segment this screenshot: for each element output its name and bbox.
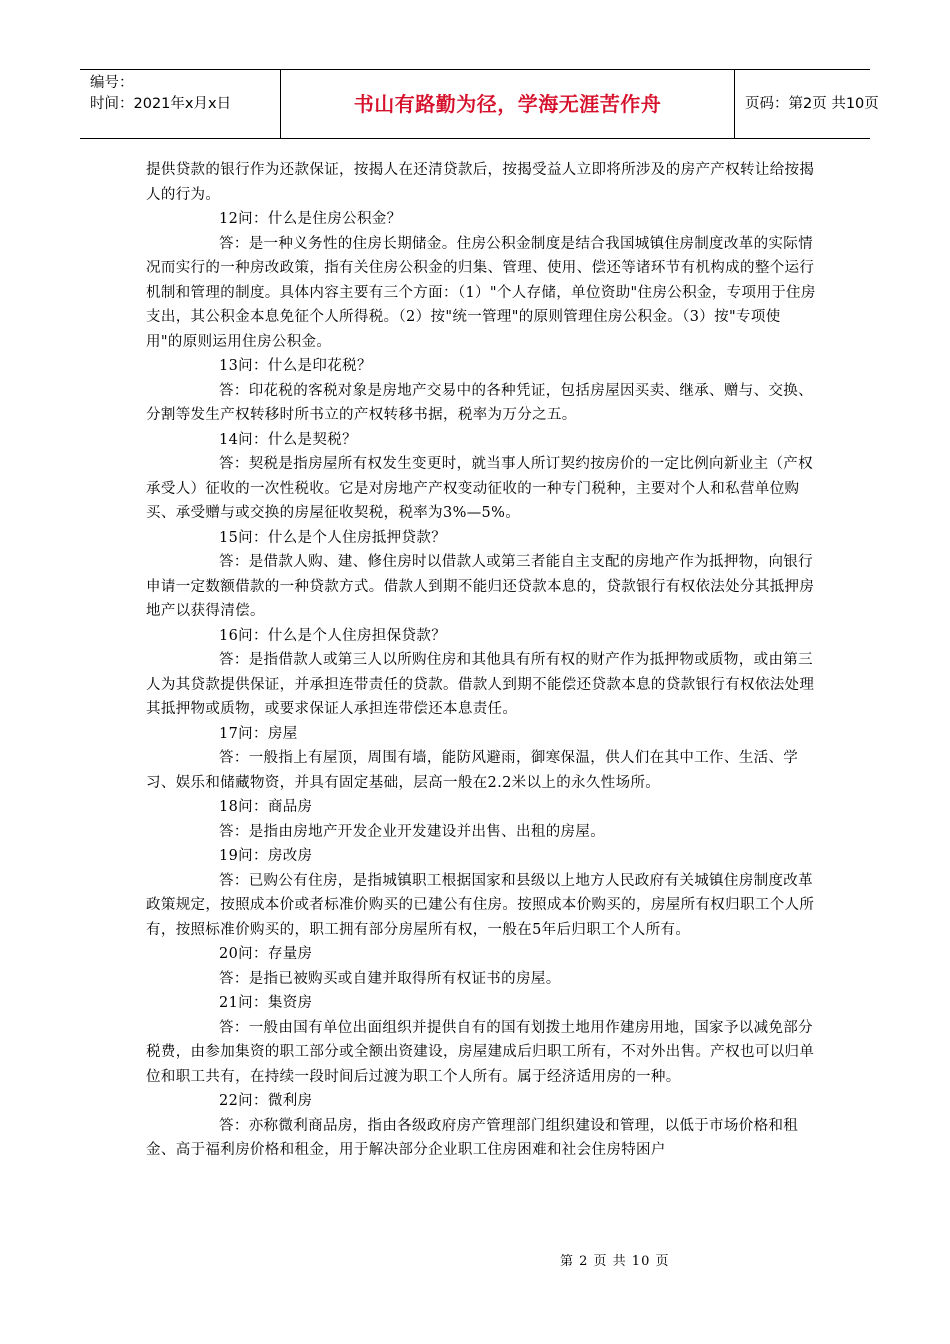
answer-paragraph: 答：是借款人购、建、修住房时以借款人或第三者能自主支配的房地产作为抵押物，向银行申请一定数额借款的一种贷款方式。借款人到期不能归还贷款本息的，贷款银行有权依法处分其抵押房地产以获得清偿。: [146, 554, 815, 619]
question-heading: 22问：微利房: [219, 1093, 313, 1109]
answer-paragraph: 答：是指由房地产开发企业开发建设并出售、出租的房屋。: [219, 823, 606, 840]
answer-paragraph: 答：亦称微利商品房，指由各级政府房产管理部门组织建设和管理，以低于市场价格和租金、高于福利房价格和租金，用于解决部分企业职工住房困难和社会住房特困户: [146, 1117, 799, 1158]
answer-paragraph: 答：一般指上有屋顶，周围有墙，能防风避雨，御寒保温，供人们在其中工作、生活、学习、娱乐和储藏物资，并具有固定基础，层高一般在2.2米以上的永久性场所。: [146, 750, 799, 791]
question-heading: 20问：存量房: [219, 946, 313, 962]
answer-paragraph: 答：是指已被购买或自建并取得所有权证书的房屋。: [219, 970, 561, 987]
header-motto-cell: [281, 70, 735, 138]
document-number-label: 编号：: [90, 75, 134, 91]
document-body: [146, 158, 816, 1163]
question-heading: 14问：什么是契税？: [219, 431, 357, 448]
header-motto: 书山有路勤为径，学海无涯苦作舟: [353, 92, 662, 116]
answer-paragraph: 提供贷款的银行作为还款保证，按揭人在还清贷款后，按揭受益人立即将所涉及的房产产权转让给按揭人的行为。: [146, 162, 815, 203]
header-meta: [80, 70, 281, 138]
question-heading: 21问：集资房: [219, 995, 313, 1011]
question-heading: 13问：什么是印花税？: [219, 358, 372, 374]
question-heading: 12问：什么是住房公积金？: [219, 211, 402, 227]
question-heading: 18问：商品房: [219, 799, 313, 815]
document-time-label: 时间：2021年x月x日: [90, 96, 232, 112]
answer-paragraph: 答：已购公有住房，是指城镇职工根据国家和县级以上地方人民政府有关城镇住房制度改革政策规定，按照成本价或者标准价购买的已建公有住房。按照成本价购买的，房屋所有权归职工个人所有，按照标准价购买的，职工拥有部分房屋所有权，一般在5年后归职工个人所有。: [146, 872, 815, 938]
answer-paragraph: 答：是指借款人或第三人以所购住房和其他具有所有权的财产作为抵押物或质物，或由第三人为其贷款提供保证，并承担连带责任的贷款。借款人到期不能偿还贷款本息的贷款银行有权依法处理其抵押物或质物，或要求保证人承担连带偿还本息责任。: [146, 652, 815, 717]
page-footer: 第 2 页 共 10 页: [560, 1254, 670, 1269]
answer-paragraph: 答：契税是指房屋所有权发生变更时，就当事人所订契约按房价的一定比例向新业主（产权承受人）征收的一次性税收。它是对房地产产权变动征收的一种专门税种，主要对个人和私营单位购买、承受赠与或交换的房屋征收契税，税率为3%—5%。: [146, 456, 813, 521]
header-page-info: 页码：第2页 共10页: [745, 96, 879, 112]
answer-paragraph: 答：印花税的客税对象是房地产交易中的各种凭证，包括房屋因买卖、继承、赠与、交换、分割等发生产权转移时所书立的产权转移书据，税率为万分之五。: [146, 382, 813, 423]
header-page-cell: [735, 70, 879, 138]
page-header: [80, 69, 879, 139]
answer-paragraph: 答：一般由国有单位出面组织并提供自有的国有划拨土地用作建房用地，国家予以减免部分税费，由参加集资的职工部分或全额出资建设，房屋建成后归职工所有，不对外出售。产权也可以归单位和职工共有，在持续一段时间后过渡为职工个人所有。属于经济适用房的一种。: [146, 1019, 815, 1085]
question-heading: 16问：什么是个人住房担保贷款？: [219, 627, 447, 644]
question-heading: 17问：房屋: [219, 725, 298, 742]
question-heading: 19问：房改房: [219, 848, 313, 864]
answer-paragraph: 答：是一种义务性的住房长期储金。住房公积金制度是结合我国城镇住房制度改革的实际情况而实行的一种房改政策，指有关住房公积金的归集、管理、使用、偿还等诸环节有机构成的整个运行机制和管理的制度。具体内容主要有三个方面：（1）"个人存储，单位资助"住房公积金，专项用于住房支出，其公积金本息免征个人所得税。（2）按"统一管理"的原则管理住房公积金。（3）按"专项使用"的原则运用住房公积金。: [146, 235, 816, 350]
question-heading: 15问：什么是个人住房抵押贷款？: [219, 529, 447, 546]
